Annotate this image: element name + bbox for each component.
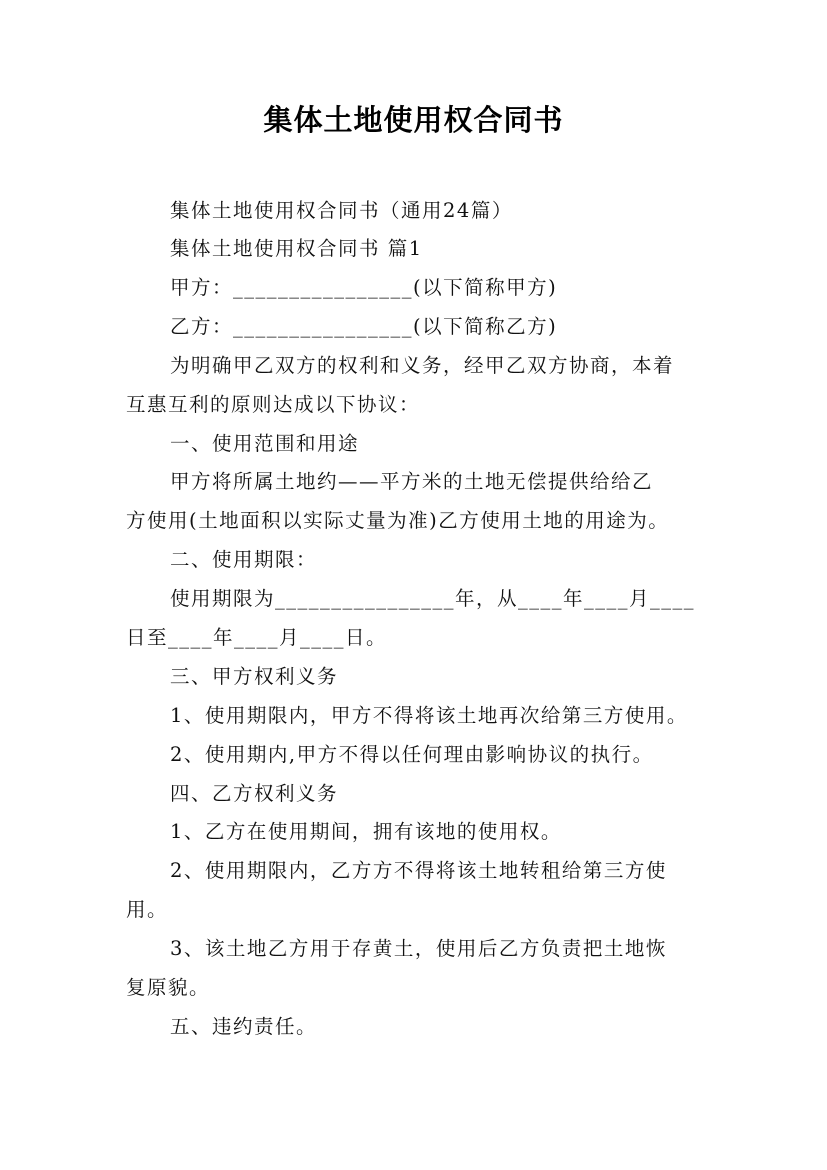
clause-heading-line: 一、使用范围和用途 (170, 432, 360, 455)
paragraph-line: 使用期限为________________年，从____年____月____ (170, 587, 696, 610)
paragraph-line: 3、该土地乙方用于存黄土，使用后乙方负责把土地恢 (170, 937, 667, 960)
document-title: 集体土地使用权合同书 (263, 103, 564, 137)
paragraph-line: 2、使用期限内，乙方方不得将该土地转租给第三方使 (170, 859, 667, 882)
section-heading-line: 集体土地使用权合同书 篇1 (170, 237, 423, 260)
party-a-line: 甲方：________________(以下简称甲方) (170, 276, 558, 299)
party-b-line: 乙方：________________(以下简称乙方) (170, 315, 558, 338)
clause-heading-line: 五、违约责任。 (170, 1015, 318, 1038)
clause-heading-line: 四、乙方权利义务 (170, 782, 339, 805)
paragraph-line: 互惠互利的原则达成以下协议： (126, 393, 421, 416)
paragraph-line: 复原貌。 (126, 976, 211, 999)
paragraph-line: 甲方将所属土地约——平方米的土地无偿提供给给乙 (170, 470, 654, 493)
subtitle-line: 集体土地使用权合同书（通用24篇） (170, 199, 513, 222)
paragraph-line: 用。 (126, 898, 169, 921)
paragraph-line: 日至____年____月____日。 (126, 626, 388, 649)
paragraph-line: 1、乙方在使用期间，拥有该地的使用权。 (170, 820, 562, 843)
clause-heading-line: 二、使用期限： (170, 548, 318, 571)
paragraph-line: 方使用(土地面积以实际丈量为准)乙方使用土地的用途为。 (126, 509, 670, 532)
paragraph-line: 1、使用期限内，甲方不得将该土地再次给第三方使用。 (170, 704, 688, 727)
clause-heading-line: 三、甲方权利义务 (170, 665, 339, 688)
paragraph-line: 2、使用期内,甲方不得以任何理由影响协议的执行。 (170, 743, 654, 766)
paragraph-line: 为明确甲乙双方的权利和义务，经甲乙双方协商，本着 (170, 354, 675, 377)
